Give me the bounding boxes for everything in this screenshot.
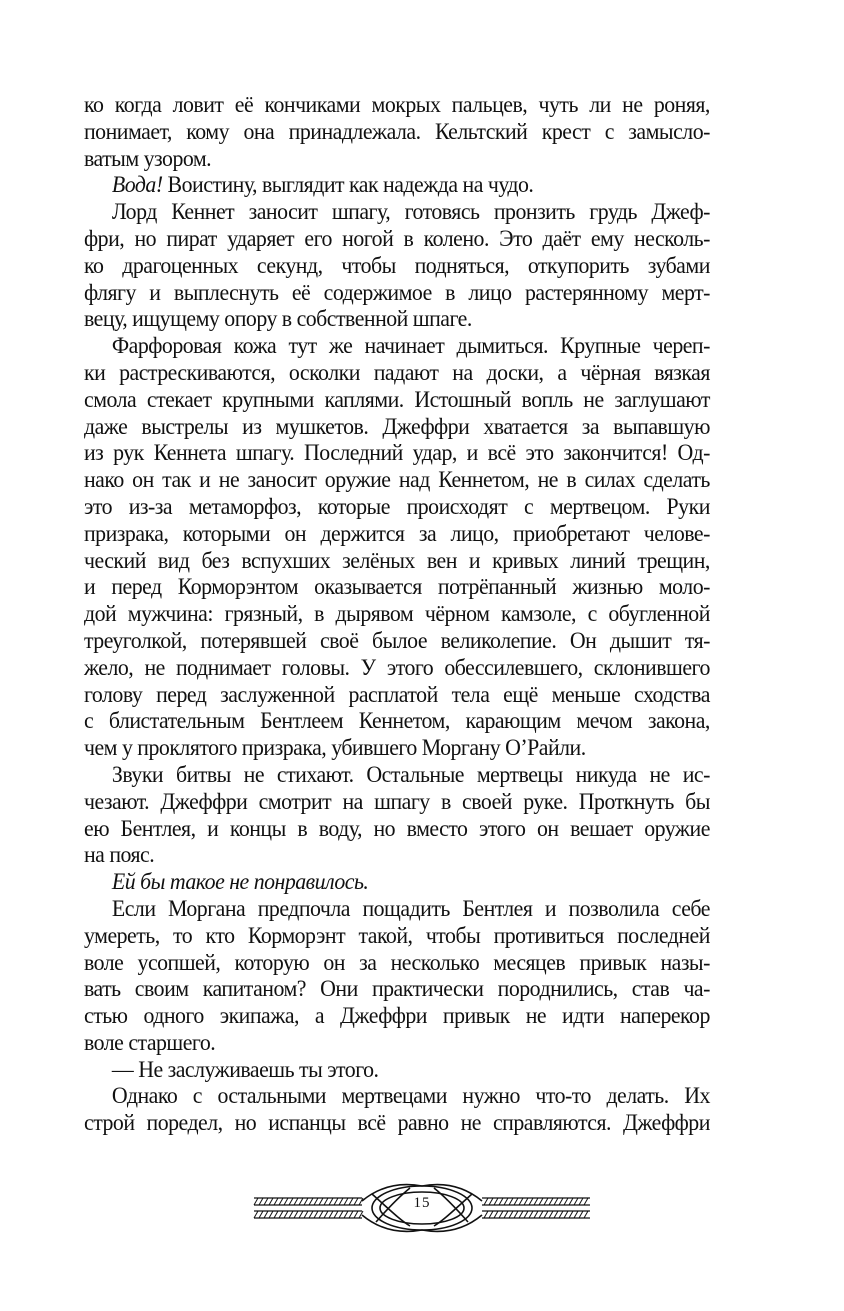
line-text: Лорд Кеннет заносит шпагу, готовясь пронзить грудь Джеф- bbox=[111, 199, 710, 226]
line-text: ко когда ловит её кончиками мокрых пальцев, чуть ли не роняя, bbox=[84, 92, 710, 118]
line-text: треуголкой, потерявшей своё былое великолепие. Он дышит тя- bbox=[84, 627, 710, 654]
text-line bbox=[84, 1110, 710, 1137]
text-line bbox=[84, 762, 710, 789]
text-line bbox=[84, 1003, 710, 1030]
page-number: 15 bbox=[413, 1195, 431, 1211]
paragraph bbox=[84, 92, 710, 172]
text-line bbox=[84, 628, 710, 655]
line-text: флягу и выплеснуть её содержимое в лицо растерянному мерт- bbox=[84, 279, 710, 306]
paragraph bbox=[84, 762, 710, 869]
line-text: Воистину, выглядит как надежда на чудо. bbox=[162, 172, 534, 199]
line-text: голову перед заслуженной расплатой тела ещё меньше сходства bbox=[84, 681, 710, 708]
paragraph bbox=[84, 333, 710, 762]
line-text: ческий вид без вспухших зелёных вен и кривых линий трещин, bbox=[84, 547, 710, 574]
text-line bbox=[84, 816, 710, 843]
line-text: — Не заслуживаешь ты этого. bbox=[111, 1056, 379, 1083]
line-text: жело, не поднимает головы. У этого обессилевшего, склонившего bbox=[84, 654, 710, 681]
paragraph bbox=[84, 896, 710, 1057]
text-line bbox=[84, 226, 710, 253]
text-line bbox=[84, 574, 710, 601]
text-line bbox=[84, 976, 710, 1003]
paragraph bbox=[84, 199, 710, 333]
italic-phrase: Ей бы такое не понравилось. bbox=[111, 869, 369, 896]
line-text: на пояс. bbox=[84, 842, 155, 869]
line-text: призрака, которыми он держится за лицо, приобретают челове- bbox=[84, 520, 710, 547]
line-text: воле усопшей, которую он за несколько месяцев привык назы- bbox=[84, 949, 710, 976]
text-line bbox=[84, 682, 710, 709]
text-line bbox=[84, 387, 710, 414]
text-line bbox=[84, 414, 710, 441]
text-line bbox=[84, 1030, 666, 1057]
page-body bbox=[84, 92, 710, 1137]
text-line bbox=[84, 708, 710, 735]
italic-phrase: Вода! bbox=[111, 172, 163, 199]
text-line bbox=[84, 521, 710, 548]
text-line bbox=[84, 92, 710, 119]
line-text: Если Моргана предпочла пощадить Бентлея и позволила себе bbox=[111, 895, 710, 922]
text-line bbox=[84, 333, 710, 360]
text-line bbox=[84, 440, 710, 467]
text-line bbox=[84, 735, 666, 762]
line-text: фри, но пират ударяет его ногой в колено. Это даёт ему несколь- bbox=[84, 225, 710, 252]
line-text: ею Бентлея, и концы в воду, но вместо этого он вешает оружие bbox=[84, 815, 710, 842]
text-line bbox=[84, 548, 710, 575]
text-line bbox=[84, 1057, 666, 1084]
line-text: ватым узором. bbox=[84, 145, 212, 172]
text-line bbox=[84, 923, 710, 950]
line-text: Фарфоровая кожа тут же начинает дымиться. Крупные череп- bbox=[111, 333, 710, 360]
text-line bbox=[84, 172, 666, 199]
page-footer bbox=[250, 1176, 594, 1234]
text-line bbox=[84, 842, 666, 869]
line-text: вать своим капитаном? Они практически породнились, став ча- bbox=[84, 976, 710, 1003]
line-text: даже выстрелы из мушкетов. Джеффри хватается за выпавшую bbox=[84, 413, 710, 440]
text-line bbox=[84, 494, 710, 521]
line-text: умереть, то кто Корморэнт такой, чтобы противиться последней bbox=[84, 922, 710, 949]
line-text: стью одного экипажа, а Джеффри привык не идти наперекор bbox=[84, 1003, 710, 1030]
text-line bbox=[84, 467, 710, 494]
line-text: это из-за метаморфоз, которые происходят с мертвецом. Руки bbox=[84, 493, 710, 520]
line-text: Звуки битвы не стихают. Остальные мертвецы никуда не ис- bbox=[111, 761, 710, 788]
text-line bbox=[84, 199, 710, 226]
text-line bbox=[84, 950, 710, 977]
text-line bbox=[84, 601, 710, 628]
text-line bbox=[84, 280, 710, 307]
text-line bbox=[84, 146, 666, 173]
line-text: ко драгоценных секунд, чтобы подняться, откупорить зубами bbox=[84, 252, 710, 279]
line-text: из рук Кеннета шпагу. Последний удар, и всё это закончится! Од- bbox=[84, 440, 710, 467]
line-text: чем у проклятого призрака, убившего Моргану О’Райли. bbox=[84, 735, 586, 762]
line-text: ки растрескиваются, осколки падают на доски, а чёрная вязкая bbox=[84, 359, 710, 386]
text-line bbox=[84, 1083, 710, 1110]
line-text: воле старшего. bbox=[84, 1029, 216, 1056]
text-line bbox=[84, 896, 710, 923]
line-text: понимает, кому она принадлежала. Кельтский крест с замысло- bbox=[84, 118, 710, 145]
paragraph bbox=[84, 869, 710, 896]
paragraph bbox=[84, 1083, 710, 1137]
paragraph bbox=[84, 172, 710, 199]
line-text: чезают. Джеффри смотрит на шпагу в своей руке. Проткнуть бы bbox=[84, 788, 710, 815]
text-line bbox=[84, 119, 710, 146]
line-text: дой мужчина: грязный, в дырявом чёрном камзоле, с обугленной bbox=[84, 601, 710, 628]
line-text: нако он так и не заносит оружие над Кеннетом, не в силах сделать bbox=[84, 467, 710, 494]
line-text: смола стекает крупными каплями. Истошный вопль не заглушают bbox=[84, 386, 710, 413]
text-line bbox=[84, 655, 710, 682]
text-line bbox=[84, 789, 710, 816]
text-line bbox=[84, 360, 710, 387]
text-line bbox=[84, 306, 666, 333]
text-line bbox=[84, 869, 666, 896]
line-text: строй поредел, но испанцы всё равно не справляются. Джеффри bbox=[84, 1110, 710, 1137]
text-line bbox=[84, 253, 710, 280]
line-text: Однако с остальными мертвецами нужно что-то делать. Их bbox=[111, 1083, 710, 1110]
line-text: с блистательным Бентлеем Кеннетом, карающим мечом закона, bbox=[84, 708, 710, 735]
line-text: и перед Корморэнтом оказывается потрёпанный жизнью моло- bbox=[84, 574, 710, 601]
paragraph bbox=[84, 1057, 710, 1084]
line-text: вецу, ищущему опору в собственной шпаге. bbox=[84, 306, 472, 333]
